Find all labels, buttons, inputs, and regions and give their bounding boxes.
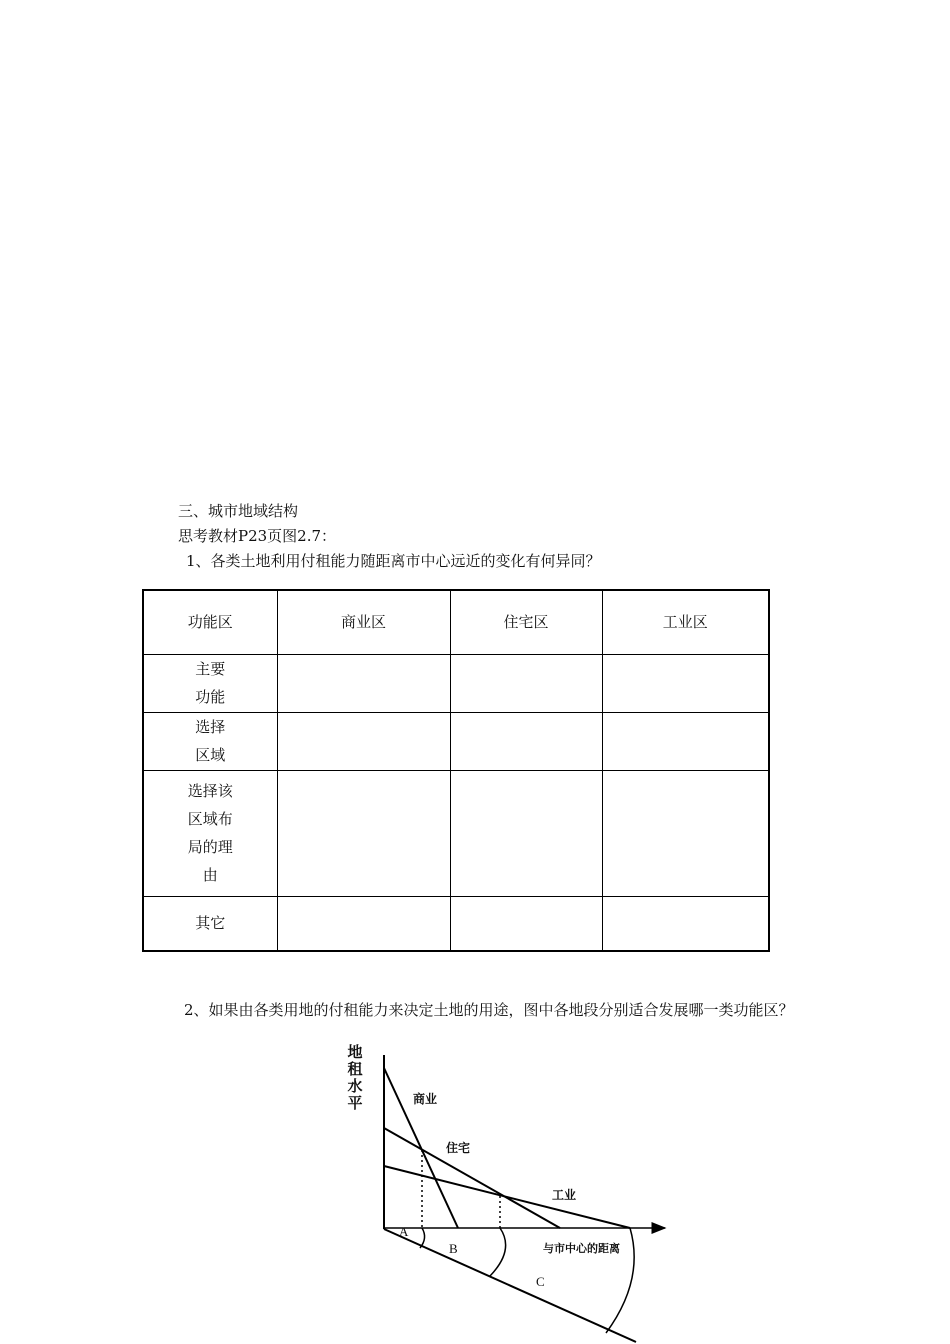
- industrial-curve: [384, 1166, 630, 1228]
- zone-label-a: A: [399, 1224, 409, 1239]
- header-cell: 功能区: [143, 590, 277, 654]
- curve-label-industrial: 工业: [552, 1188, 577, 1202]
- row-label: 主要 功能: [143, 654, 277, 712]
- section-heading: 三、城市地域结构: [178, 502, 299, 520]
- zone-boundary-bc: [490, 1228, 506, 1276]
- residential-curve: [384, 1128, 560, 1228]
- curve-label-commercial: 商业: [413, 1092, 438, 1106]
- header-cell: 工业区: [602, 590, 769, 654]
- question-1: 1、各类土地利用付租能力随距离市中心远近的变化有何异同？: [186, 552, 601, 570]
- header-cell: 商业区: [277, 590, 450, 654]
- think-prompt: 思考教材P23页图2.7：: [178, 527, 337, 545]
- zone-label-b: B: [449, 1241, 458, 1256]
- curve-label-residential: 住宅: [446, 1141, 471, 1155]
- zone-label-c: C: [536, 1274, 545, 1289]
- row-label: 选择 区域: [143, 712, 277, 770]
- row-label: 其它: [143, 896, 277, 951]
- row-label: 选择该 区域布 局的理 由: [143, 770, 277, 896]
- x-axis-label: 与市中心的距离: [543, 1242, 620, 1255]
- header-cell: 住宅区: [450, 590, 602, 654]
- y-axis-label: 地租水平: [347, 1043, 363, 1112]
- question-2: 2、如果由各类用地的付租能力来决定土地的用途，图中各地段分别适合发展哪一类功能区？: [184, 1001, 794, 1019]
